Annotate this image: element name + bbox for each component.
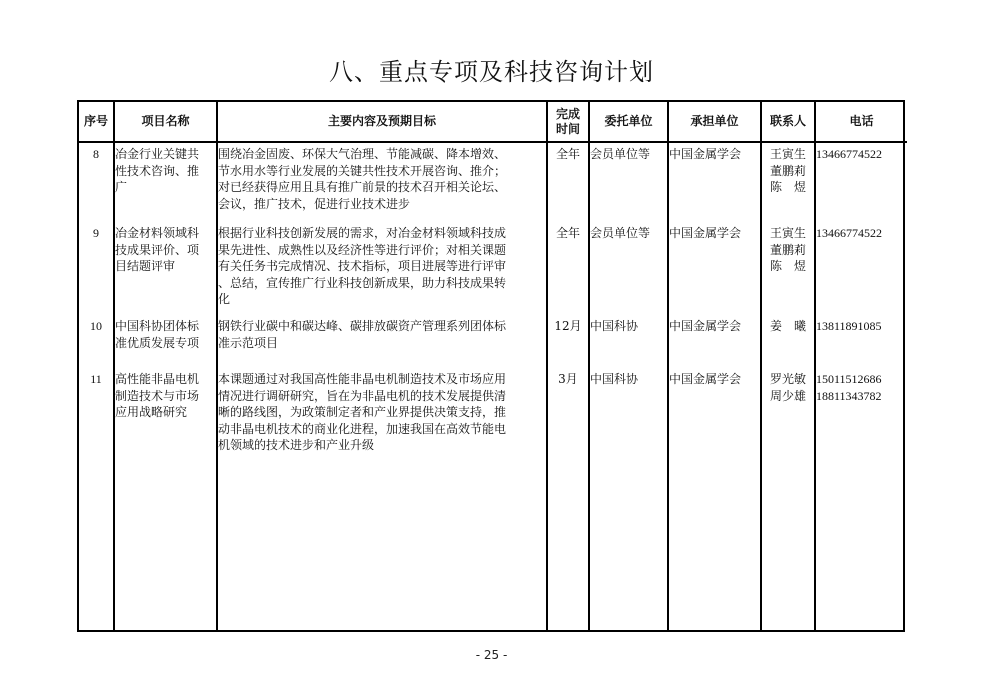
cell-name — [114, 315, 217, 368]
cell-organizer: 中国金属学会 — [668, 222, 761, 315]
table-header-row — [79, 102, 907, 142]
plan-table — [79, 102, 907, 630]
content-line: 机领域的技术进步和产业升级 — [218, 438, 375, 452]
cell-time: 全年 — [547, 142, 589, 222]
cell-client: 中国科协 — [589, 315, 668, 368]
header-no: 序号 — [79, 102, 114, 142]
content-line: 对已经获得应用且具有推广前景的技术召开相关论坛、 — [218, 180, 507, 194]
contact-name: 董鹏莉 — [769, 163, 806, 178]
cell-no: 8 — [79, 142, 114, 222]
cell-no: 10 — [79, 315, 114, 368]
phone-number: 15011512686 — [816, 372, 882, 386]
contact-name: 周少雄 — [769, 388, 806, 403]
content-line: 情况进行调研研究，旨在为非晶电机的技术发展提供清 — [218, 388, 507, 403]
content-line: 节水用水等行业发展的关键共性技术开展咨询、推介； — [218, 163, 507, 178]
cell-content — [217, 315, 547, 368]
header-time-line1: 完成 — [555, 106, 580, 121]
header-phone: 电话 — [815, 102, 907, 142]
cell-contact — [761, 315, 815, 368]
name-line: 高性能非晶电机 — [115, 372, 200, 386]
phone-number: 18811343782 — [816, 388, 882, 403]
name-line: 制造技术与市场 — [115, 388, 200, 403]
cell-organizer: 中国金属学会 — [668, 142, 761, 222]
cell-phone — [815, 368, 907, 630]
contact-name: 姜 曦 — [769, 319, 806, 333]
cell-name — [114, 222, 217, 315]
table-row — [79, 368, 907, 630]
cell-content — [217, 142, 547, 222]
contact-name: 王寅生 — [769, 226, 806, 240]
name-line: 技成果评价、项 — [115, 242, 200, 257]
header-contact: 联系人 — [761, 102, 815, 142]
table-row — [79, 315, 907, 368]
cell-contact — [761, 222, 815, 315]
content-line: 晰的路线图，为政策制定者和产业界提供决策支持，推 — [218, 405, 507, 419]
cell-client: 中国科协 — [589, 368, 668, 630]
name-line: 广 — [115, 180, 128, 194]
cell-contact — [761, 142, 815, 222]
contact-name: 陈 煜 — [769, 259, 806, 273]
cell-organizer: 中国金属学会 — [668, 315, 761, 368]
content-line: 准示范项目 — [218, 335, 279, 350]
table-row — [79, 222, 907, 315]
header-time — [547, 102, 589, 142]
cell-time: 12月 — [547, 315, 589, 368]
name-line: 应用战略研究 — [115, 405, 188, 419]
cell-name — [114, 142, 217, 222]
cell-phone — [815, 142, 907, 222]
cell-client: 会员单位等 — [589, 222, 668, 315]
header-client: 委托单位 — [589, 102, 668, 142]
header-time-line2: 时间 — [555, 121, 580, 136]
phone-number: 13811891085 — [816, 319, 882, 333]
plan-table-container — [77, 100, 905, 632]
name-line: 冶金材料领域科 — [115, 226, 200, 240]
cell-time: 3月 — [547, 368, 589, 630]
cell-time: 全年 — [547, 222, 589, 315]
content-line: 钢铁行业碳中和碳达峰、碳排放碳资产管理系列团体标 — [218, 319, 507, 333]
cell-content — [217, 222, 547, 315]
content-line: 有关任务书完成情况、技术指标，项目进展等进行评审 — [218, 259, 507, 273]
content-line: 、总结，宣传推广行业科技创新成果，助力科技成果转 — [218, 275, 507, 290]
content-line: 会议，推广技术，促进行业技术进步 — [218, 196, 411, 211]
cell-content — [217, 368, 547, 630]
header-content: 主要内容及预期目标 — [217, 102, 547, 142]
name-line: 中国科协团体标 — [115, 319, 200, 333]
content-line: 化 — [218, 292, 231, 306]
page-title: 八、重点专项及科技咨询计划 — [329, 58, 654, 86]
cell-phone — [815, 222, 907, 315]
content-line: 围绕冶金固废、环保大气治理、节能减碳、降本增效、 — [218, 147, 507, 161]
content-line: 本课题通过对我国高性能非晶电机制造技术及市场应用 — [218, 372, 507, 386]
header-name: 项目名称 — [114, 102, 217, 142]
page-number: - 25 - — [475, 648, 508, 662]
cell-name — [114, 368, 217, 630]
cell-client: 会员单位等 — [589, 142, 668, 222]
content-line: 根据行业科技创新发展的需求，对冶金材料领域科技成 — [218, 226, 507, 240]
phone-number: 13466774522 — [816, 147, 882, 161]
contact-name: 王寅生 — [769, 147, 806, 161]
name-line: 准优质发展专项 — [115, 335, 200, 350]
content-line: 动非晶电机技术的商业化进程，加速我国在高效节能电 — [218, 421, 507, 436]
phone-number: 13466774522 — [816, 226, 882, 240]
content-line: 果先进性、成熟性以及经济性等进行评价；对相关课题 — [218, 242, 507, 257]
table-row — [79, 142, 907, 222]
cell-no: 9 — [79, 222, 114, 315]
cell-contact — [761, 368, 815, 630]
cell-no: 11 — [79, 368, 114, 630]
contact-name: 陈 煜 — [769, 180, 806, 194]
name-line: 性技术咨询、推 — [115, 163, 200, 178]
header-organizer: 承担单位 — [668, 102, 761, 142]
name-line: 目结题评审 — [115, 259, 176, 273]
contact-name: 董鹏莉 — [769, 242, 806, 257]
cell-phone — [815, 315, 907, 368]
cell-organizer: 中国金属学会 — [668, 368, 761, 630]
contact-name: 罗光敏 — [769, 372, 806, 386]
name-line: 冶金行业关键共 — [115, 147, 200, 161]
